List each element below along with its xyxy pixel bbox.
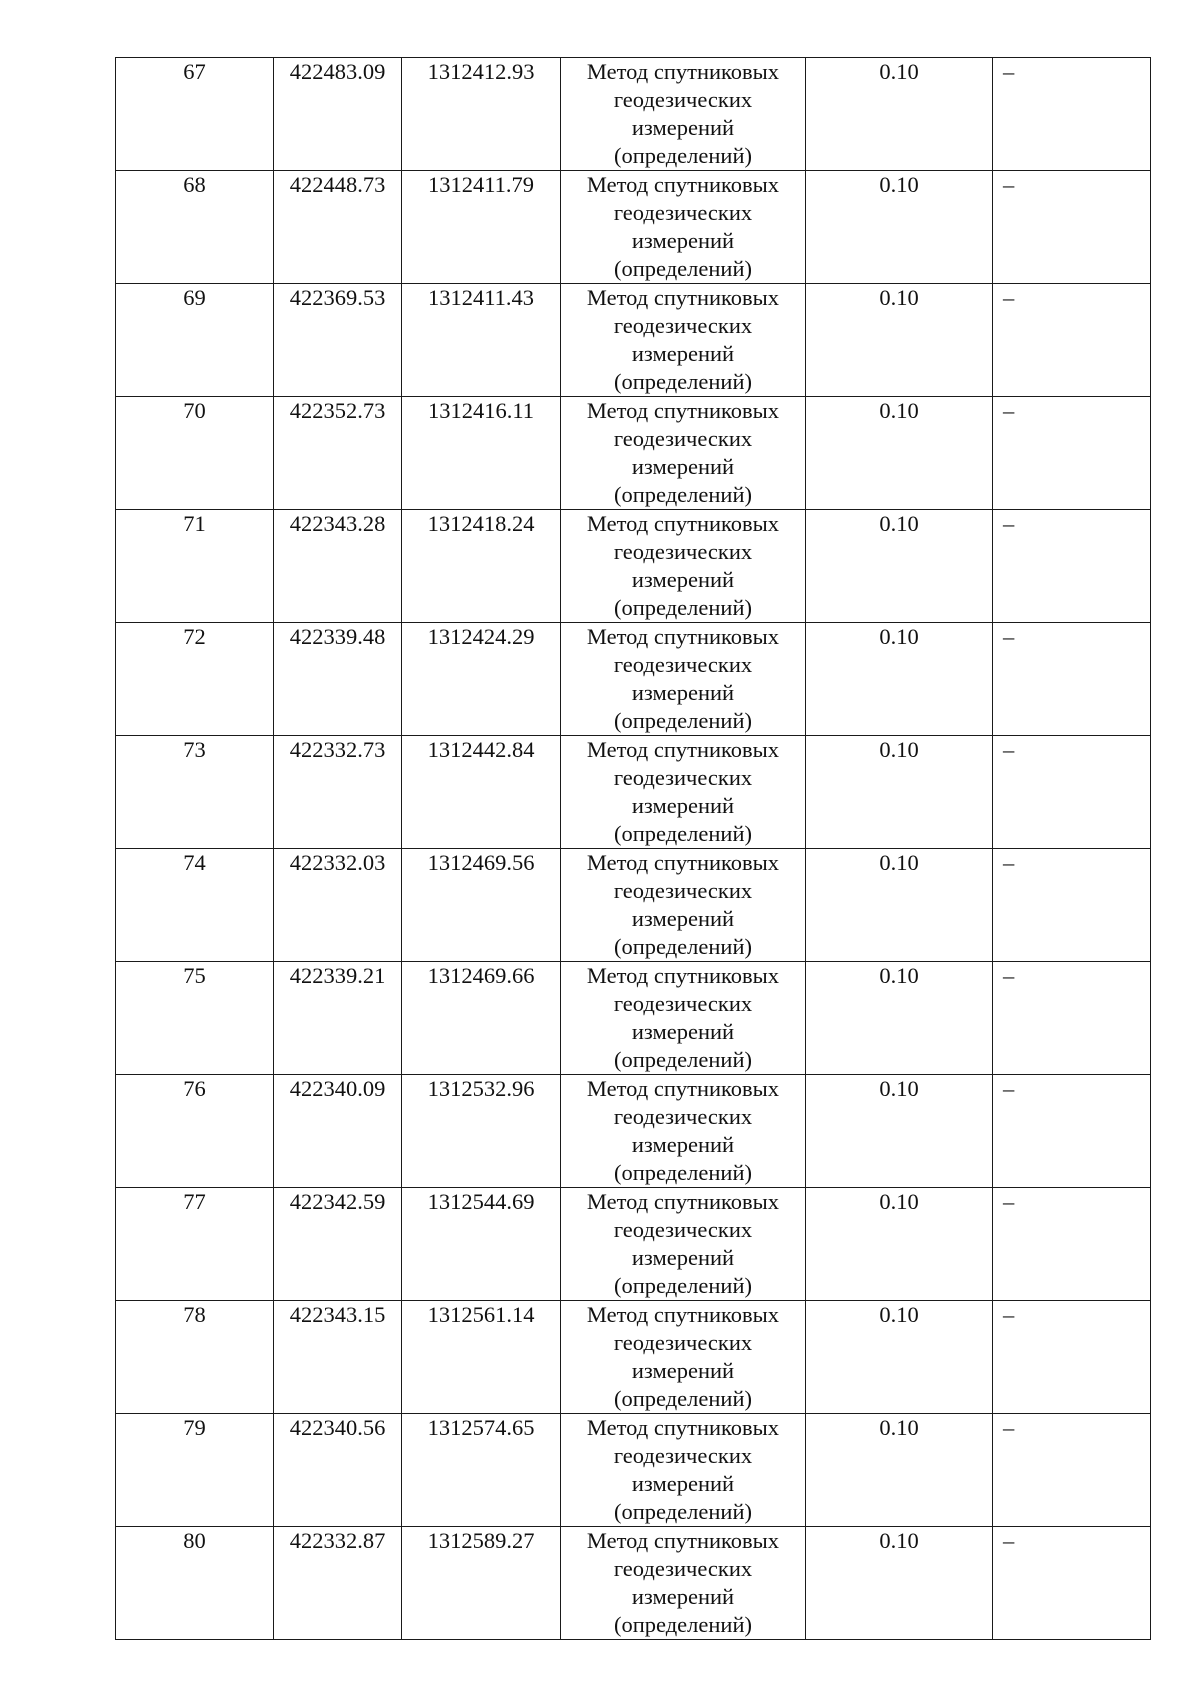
note-cell: – xyxy=(993,1414,1151,1527)
method-text: Метод спутниковых геодезических измерений (определений) xyxy=(586,59,780,168)
table-row xyxy=(116,284,1151,397)
method-text: Метод спутниковых геодезических измерений (определений) xyxy=(586,850,780,959)
table-row xyxy=(116,1188,1151,1301)
accuracy-cell: 0.10 xyxy=(806,962,993,1075)
method-text: Метод спутниковых геодезических измерений (определений) xyxy=(586,398,780,507)
x-coordinate-cell: 422352.73 xyxy=(274,397,402,510)
accuracy-cell: 0.10 xyxy=(806,849,993,962)
method-cell xyxy=(561,1301,806,1414)
accuracy-cell: 0.10 xyxy=(806,284,993,397)
y-coordinate-cell: 1312442.84 xyxy=(402,736,561,849)
table-row xyxy=(116,397,1151,510)
x-coordinate-cell: 422340.09 xyxy=(274,1075,402,1188)
point-number-cell: 75 xyxy=(116,962,274,1075)
method-cell xyxy=(561,284,806,397)
method-text: Метод спутниковых геодезических измерений (определений) xyxy=(586,1302,780,1411)
y-coordinate-cell: 1312424.29 xyxy=(402,623,561,736)
point-number-cell: 80 xyxy=(116,1527,274,1640)
x-coordinate-cell: 422339.21 xyxy=(274,962,402,1075)
point-number-cell: 73 xyxy=(116,736,274,849)
accuracy-cell: 0.10 xyxy=(806,1527,993,1640)
method-cell xyxy=(561,510,806,623)
x-coordinate-cell: 422448.73 xyxy=(274,171,402,284)
accuracy-cell: 0.10 xyxy=(806,736,993,849)
x-coordinate-cell: 422343.15 xyxy=(274,1301,402,1414)
accuracy-cell: 0.10 xyxy=(806,397,993,510)
point-number-cell: 76 xyxy=(116,1075,274,1188)
x-coordinate-cell: 422339.48 xyxy=(274,623,402,736)
accuracy-cell: 0.10 xyxy=(806,1075,993,1188)
method-cell xyxy=(561,397,806,510)
note-cell: – xyxy=(993,397,1151,510)
y-coordinate-cell: 1312412.93 xyxy=(402,58,561,171)
method-cell xyxy=(561,736,806,849)
accuracy-cell: 0.10 xyxy=(806,1188,993,1301)
method-text: Метод спутниковых геодезических измерений (определений) xyxy=(586,1528,780,1637)
y-coordinate-cell: 1312469.66 xyxy=(402,962,561,1075)
note-cell: – xyxy=(993,1527,1151,1640)
method-cell xyxy=(561,1414,806,1527)
table-row xyxy=(116,171,1151,284)
table-row xyxy=(116,510,1151,623)
x-coordinate-cell: 422340.56 xyxy=(274,1414,402,1527)
x-coordinate-cell: 422332.03 xyxy=(274,849,402,962)
accuracy-cell: 0.10 xyxy=(806,510,993,623)
accuracy-cell: 0.10 xyxy=(806,1301,993,1414)
method-text: Метод спутниковых геодезических измерений (определений) xyxy=(586,1189,780,1298)
point-number-cell: 68 xyxy=(116,171,274,284)
note-cell: – xyxy=(993,962,1151,1075)
accuracy-cell: 0.10 xyxy=(806,1414,993,1527)
note-cell: – xyxy=(993,284,1151,397)
table-row xyxy=(116,1301,1151,1414)
x-coordinate-cell: 422483.09 xyxy=(274,58,402,171)
note-cell: – xyxy=(993,623,1151,736)
table-row xyxy=(116,1414,1151,1527)
point-number-cell: 67 xyxy=(116,58,274,171)
table-row xyxy=(116,623,1151,736)
note-cell: – xyxy=(993,849,1151,962)
table-row xyxy=(116,1527,1151,1640)
table-row xyxy=(116,962,1151,1075)
point-number-cell: 69 xyxy=(116,284,274,397)
method-cell xyxy=(561,171,806,284)
point-number-cell: 78 xyxy=(116,1301,274,1414)
method-cell xyxy=(561,962,806,1075)
method-text: Метод спутниковых геодезических измерений (определений) xyxy=(586,624,780,733)
method-text: Метод спутниковых геодезических измерений (определений) xyxy=(586,172,780,281)
coordinates-table xyxy=(115,57,1151,1640)
note-cell: – xyxy=(993,58,1151,171)
x-coordinate-cell: 422332.73 xyxy=(274,736,402,849)
method-text: Метод спутниковых геодезических измерений (определений) xyxy=(586,1076,780,1185)
method-text: Метод спутниковых геодезических измерений (определений) xyxy=(586,511,780,620)
method-cell xyxy=(561,1075,806,1188)
y-coordinate-cell: 1312532.96 xyxy=(402,1075,561,1188)
method-cell xyxy=(561,623,806,736)
method-cell xyxy=(561,58,806,171)
point-number-cell: 71 xyxy=(116,510,274,623)
point-number-cell: 70 xyxy=(116,397,274,510)
note-cell: – xyxy=(993,510,1151,623)
note-cell: – xyxy=(993,736,1151,849)
point-number-cell: 74 xyxy=(116,849,274,962)
note-cell: – xyxy=(993,1075,1151,1188)
point-number-cell: 79 xyxy=(116,1414,274,1527)
x-coordinate-cell: 422342.59 xyxy=(274,1188,402,1301)
note-cell: – xyxy=(993,1188,1151,1301)
note-cell: – xyxy=(993,171,1151,284)
x-coordinate-cell: 422369.53 xyxy=(274,284,402,397)
table-row xyxy=(116,849,1151,962)
accuracy-cell: 0.10 xyxy=(806,58,993,171)
y-coordinate-cell: 1312574.65 xyxy=(402,1414,561,1527)
point-number-cell: 72 xyxy=(116,623,274,736)
y-coordinate-cell: 1312411.43 xyxy=(402,284,561,397)
y-coordinate-cell: 1312561.14 xyxy=(402,1301,561,1414)
method-text: Метод спутниковых геодезических измерений (определений) xyxy=(586,963,780,1072)
method-text: Метод спутниковых геодезических измерений (определений) xyxy=(586,737,780,846)
y-coordinate-cell: 1312544.69 xyxy=(402,1188,561,1301)
note-cell: – xyxy=(993,1301,1151,1414)
method-cell xyxy=(561,1188,806,1301)
table-row xyxy=(116,736,1151,849)
y-coordinate-cell: 1312418.24 xyxy=(402,510,561,623)
point-number-cell: 77 xyxy=(116,1188,274,1301)
y-coordinate-cell: 1312411.79 xyxy=(402,171,561,284)
table-row xyxy=(116,1075,1151,1188)
y-coordinate-cell: 1312469.56 xyxy=(402,849,561,962)
method-text: Метод спутниковых геодезических измерений (определений) xyxy=(586,285,780,394)
table-row xyxy=(116,58,1151,171)
y-coordinate-cell: 1312589.27 xyxy=(402,1527,561,1640)
method-cell xyxy=(561,849,806,962)
accuracy-cell: 0.10 xyxy=(806,171,993,284)
method-text: Метод спутниковых геодезических измерений (определений) xyxy=(586,1415,780,1524)
y-coordinate-cell: 1312416.11 xyxy=(402,397,561,510)
x-coordinate-cell: 422343.28 xyxy=(274,510,402,623)
method-cell xyxy=(561,1527,806,1640)
accuracy-cell: 0.10 xyxy=(806,623,993,736)
x-coordinate-cell: 422332.87 xyxy=(274,1527,402,1640)
